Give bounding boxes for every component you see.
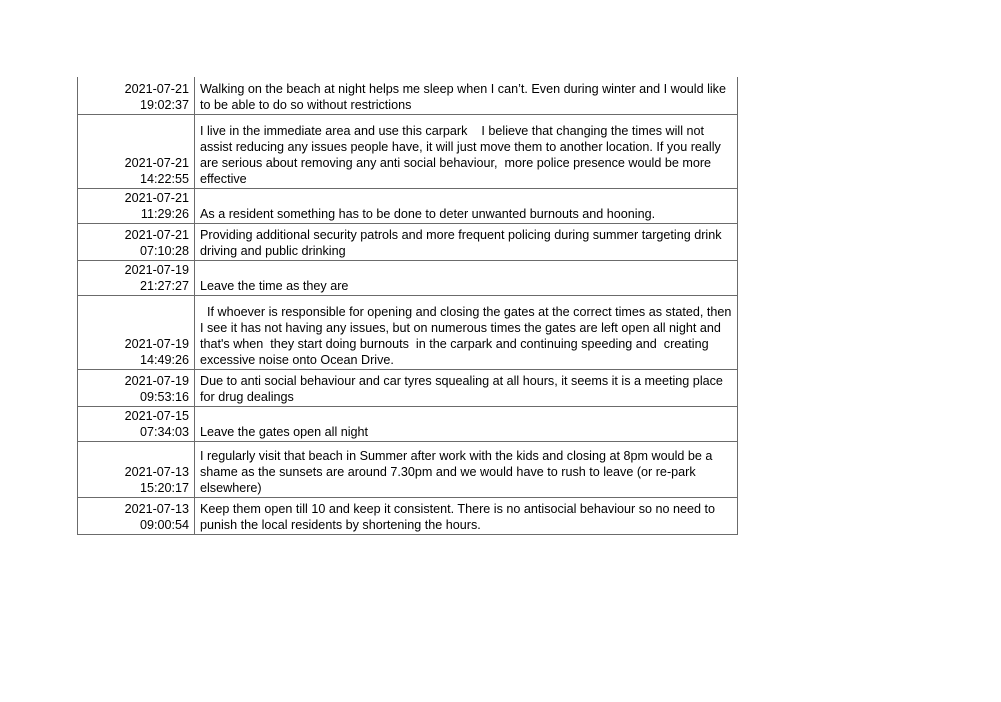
timestamp-cell	[78, 406, 195, 441]
table-row	[78, 369, 738, 406]
table-row	[78, 441, 738, 497]
table-row	[78, 295, 738, 369]
date-text: 2021-07-19	[124, 373, 189, 388]
table-row	[78, 188, 738, 223]
time-text: 07:10:28	[139, 243, 189, 258]
comment-cell	[195, 223, 738, 260]
table-row	[78, 114, 738, 188]
comment-text: Keep them open till 10 and keep it consistent. There is no antisocial behaviour so no need to punish the local residents by shortening the hours.	[200, 501, 716, 532]
time-text: 15:20:17	[139, 480, 189, 495]
responses-table	[77, 77, 738, 535]
comment-text: If whoever is responsible for opening and closing the gates at the correct times as stated, then I see it has not having any issues, but on numerous times the gates are left open all night and that's when they start doing burnouts in the carpark and continuing speeding and creating excessive noise onto Ocean Drive.	[200, 304, 735, 367]
comment-text: As a resident something has to be done to deter unwanted burnouts and hooning.	[200, 206, 656, 221]
timestamp-cell	[78, 369, 195, 406]
timestamp-cell	[78, 497, 195, 534]
comment-cell	[195, 406, 738, 441]
time-text: 19:02:37	[139, 97, 189, 112]
date-text: 2021-07-21	[124, 155, 189, 170]
timestamp-cell	[78, 223, 195, 260]
date-text: 2021-07-13	[124, 464, 189, 479]
table-row	[78, 77, 738, 114]
comment-cell	[195, 260, 738, 295]
comment-cell	[195, 188, 738, 223]
comment-text: Providing additional security patrols and more frequent policing during summer targeting drink driving and public drinking	[200, 227, 722, 258]
timestamp-cell	[78, 441, 195, 497]
comment-cell	[195, 295, 738, 369]
date-text: 2021-07-19	[124, 336, 189, 351]
comment-cell	[195, 441, 738, 497]
comment-text: I live in the immediate area and use this carpark I believe that changing the times will not assist reducing any issues people have, it will just move them to another location. If you really are serious about removing any anti social behaviour, more police presence would be more effective	[200, 123, 725, 186]
table-row	[78, 406, 738, 441]
comment-text: Walking on the beach at night helps me sleep when I can’t. Even during winter and I would like to be able to do so without restrictions	[200, 81, 726, 112]
date-text: 2021-07-21	[124, 81, 189, 96]
comment-text: Leave the time as they are	[200, 278, 349, 293]
timestamp-cell	[78, 77, 195, 114]
comment-text: I regularly visit that beach in Summer after work with the kids and closing at 8pm would be a shame as the sunsets are around 7.30pm and we would have to rush to leave (or re-park elsewhere)	[200, 448, 713, 495]
comment-cell	[195, 77, 738, 114]
comment-text: Due to anti social behaviour and car tyres squealing at all hours, it seems it is a meeting place for drug dealings	[200, 373, 723, 404]
date-text: 2021-07-13	[124, 501, 189, 516]
time-text: 14:49:26	[139, 352, 189, 367]
date-text: 2021-07-21	[124, 227, 189, 242]
date-text: 2021-07-15	[124, 408, 189, 423]
comment-cell	[195, 369, 738, 406]
time-text: 07:34:03	[139, 424, 189, 439]
time-text: 11:29:26	[140, 206, 189, 221]
comment-cell	[195, 114, 738, 188]
table-row	[78, 260, 738, 295]
timestamp-cell	[78, 295, 195, 369]
comment-text: Leave the gates open all night	[200, 424, 369, 439]
table-row	[78, 497, 738, 534]
timestamp-cell	[78, 188, 195, 223]
table-row	[78, 223, 738, 260]
timestamp-cell	[78, 260, 195, 295]
date-text: 2021-07-19	[124, 262, 189, 277]
date-text: 2021-07-21	[124, 190, 189, 205]
timestamp-cell	[78, 114, 195, 188]
time-text: 21:27:27	[139, 278, 189, 293]
time-text: 09:00:54	[139, 517, 189, 532]
time-text: 14:22:55	[139, 171, 189, 186]
comment-cell	[195, 497, 738, 534]
time-text: 09:53:16	[139, 389, 189, 404]
